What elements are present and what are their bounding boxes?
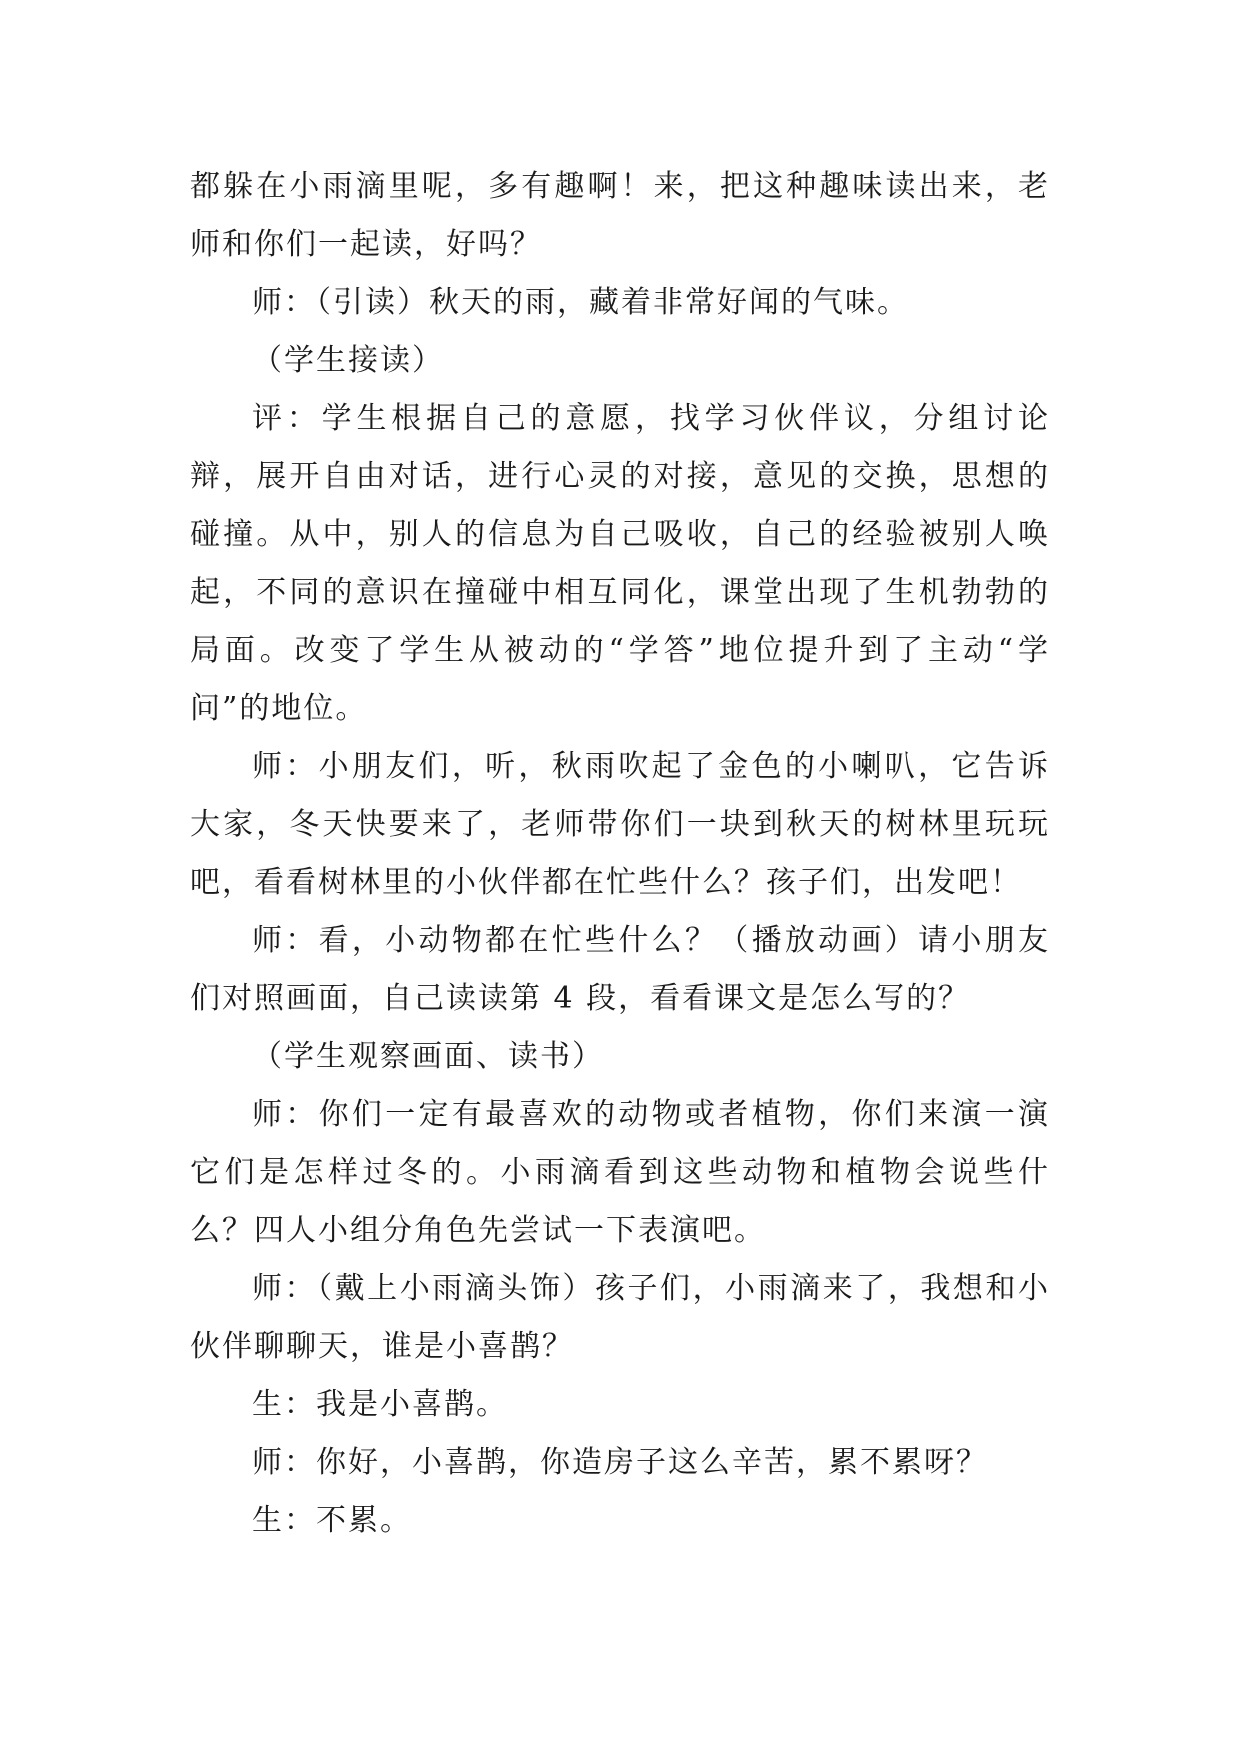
paragraph-student-magpie: 生：我是小喜鹊。 <box>252 1387 508 1422</box>
paragraph-students-continue-reading: （学生接读） <box>252 343 444 378</box>
paragraph-teacher-guided-reading: 师：（引读）秋天的雨，藏着非常好闻的气味。 <box>252 285 909 320</box>
paragraph-teacher-role-play: 师：你们一定有最喜欢的动物或者植物，你们来演一演它们是怎样过冬的。小雨滴看到这些动物和植物会说些什么？四人小组分角色先尝试一下表演吧。 <box>190 1097 1050 1248</box>
paragraph-continued: 都躲在小雨滴里呢，多有趣啊！来，把这种趣味读出来，老师和你们一起读，好吗？ <box>190 169 1050 262</box>
paragraph-student-answer: 生：不累。 <box>252 1503 412 1538</box>
paragraph-students-observe: （学生观察画面、读书） <box>252 1039 604 1074</box>
paragraph-teacher-autumn-rain: 师：小朋友们，听，秋雨吹起了金色的小喇叭，它告诉大家，冬天快要来了，老师带你们一块到秋天的树林里玩玩吧，看看树林里的小伙伴都在忙些什么？孩子们，出发吧！ <box>190 749 1050 900</box>
document-body <box>190 158 1050 1550</box>
paragraph-teacher-headwear: 师：（戴上小雨滴头饰）孩子们，小雨滴来了，我想和小伙伴聊聊天，谁是小喜鹊？ <box>190 1271 1050 1364</box>
paragraph-commentary: 评：学生根据自己的意愿，找学习伙伴议，分组讨论辩，展开自由对话，进行心灵的对接，意见的交换，思想的碰撞。从中，别人的信息为自己吸收，自己的经验被别人唤起，不同的意识在撞碰中相互同化，课堂出现了生机勃勃的局面。改变了学生从被动的“学答”地位提升到了主动“学问”的地位。 <box>190 401 1050 726</box>
paragraph-teacher-animals: 师：看，小动物都在忙些什么？（播放动画）请小朋友们对照画面，自己读读第 4 段，看看课文是怎么写的？ <box>190 923 1050 1016</box>
paragraph-teacher-question: 师：你好，小喜鹊，你造房子这么辛苦，累不累呀？ <box>252 1445 988 1480</box>
